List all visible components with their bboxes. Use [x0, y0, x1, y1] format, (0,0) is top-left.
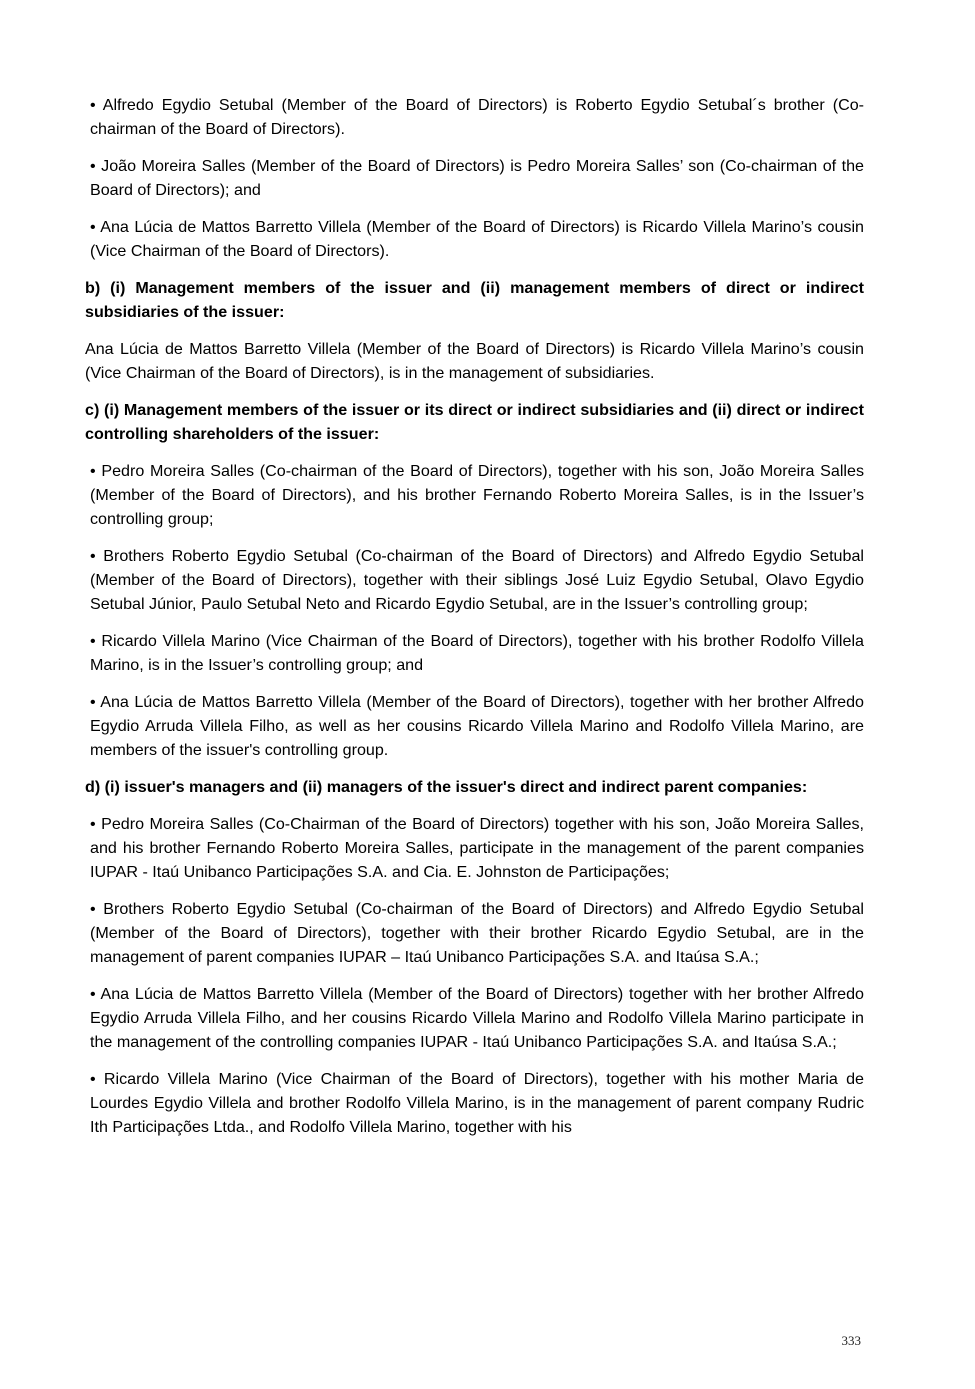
- list-item: • Pedro Moreira Salles (Co-chairman of the Board of Directors), together with his son, João Moreira Salles (Member of the Board of Directors), and his brother Fernando Roberto Moreira Salles, is in the Issuer’s controlling group;: [90, 462, 864, 528]
- section-c-heading: c) (i) Management members of the issuer or its direct or indirect subsidiaries and (ii) direct or indirect controlling shareholders of the issuer:: [85, 401, 864, 443]
- list-item: • Ana Lúcia de Mattos Barretto Villela (Member of the Board of Directors) together with her brother Alfredo Egydio Arruda Villela Filho, and her cousins Ricardo Villela Marino and Rodolfo Villela Marino participate in the management of the controlling companies IUPAR - Itaú Unibanco Participações S.A. and Itaúsa S.A.;: [90, 985, 864, 1051]
- list-item: • Ana Lúcia de Mattos Barretto Villela (Member of the Board of Directors) is Ricardo Villela Marino’s cousin (Vice Chairman of the Board of Directors).: [90, 218, 864, 260]
- list-item: • Ricardo Villela Marino (Vice Chairman of the Board of Directors), together with his brother Rodolfo Villela Marino, is in the Issuer’s controlling group; and: [90, 632, 864, 674]
- section-b-heading: b) (i) Management members of the issuer and (ii) management members of direct or indirect subsidiaries of the issuer:: [85, 279, 864, 321]
- page-number: 333: [841, 1333, 861, 1348]
- list-item: • João Moreira Salles (Member of the Board of Directors) is Pedro Moreira Salles’ son (Co-chairman of the Board of Directors); and: [90, 157, 864, 199]
- document-page: [85, 93, 864, 1152]
- list-item: • Brothers Roberto Egydio Setubal (Co-chairman of the Board of Directors) and Alfredo Egydio Setubal (Member of the Board of Directors), together with their brother Ricardo Egydio Setubal, are in the management of parent companies IUPAR – Itaú Unibanco Participações S.A. and Itaúsa S.A.;: [90, 900, 864, 966]
- section-b-text: Ana Lúcia de Mattos Barretto Villela (Member of the Board of Directors) is Ricardo Villela Marino’s cousin (Vice Chairman of the Board of Directors), is in the management of subsidiaries.: [85, 340, 864, 382]
- list-item: • Brothers Roberto Egydio Setubal (Co-chairman of the Board of Directors) and Alfredo Egydio Setubal (Member of the Board of Directors), together with their siblings José Luiz Egydio Setubal, Olavo Egydio Setubal Júnior, Paulo Setubal Neto and Ricardo Egydio Setubal, are in the Issuer’s controlling group;: [90, 547, 864, 613]
- section-d-heading: d) (i) issuer's managers and (ii) managers of the issuer's direct and indirect parent companies:: [85, 778, 808, 796]
- list-item: • Ricardo Villela Marino (Vice Chairman of the Board of Directors), together with his mother Maria de Lourdes Egydio Villela and brother Rodolfo Villela Marino, is in the management of parent company Rudric Ith Participações Ltda., and Rodolfo Villela Marino, together with his: [90, 1070, 864, 1136]
- list-item: • Pedro Moreira Salles (Co-Chairman of the Board of Directors) together with his son, João Moreira Salles, and his brother Fernando Roberto Moreira Salles, participate in the management of the parent companies IUPAR - Itaú Unibanco Participações S.A. and Cia. E. Johnston de Participações;: [90, 815, 864, 881]
- list-item: • Ana Lúcia de Mattos Barretto Villela (Member of the Board of Directors), together with her brother Alfredo Egydio Arruda Villela Filho, as well as her cousins Ricardo Villela Marino and Rodolfo Villela Marino, are members of the issuer's controlling group.: [90, 693, 864, 759]
- list-item: • Alfredo Egydio Setubal (Member of the Board of Directors) is Roberto Egydio Setubal´s brother (Co-chairman of the Board of Directors).: [90, 96, 864, 138]
